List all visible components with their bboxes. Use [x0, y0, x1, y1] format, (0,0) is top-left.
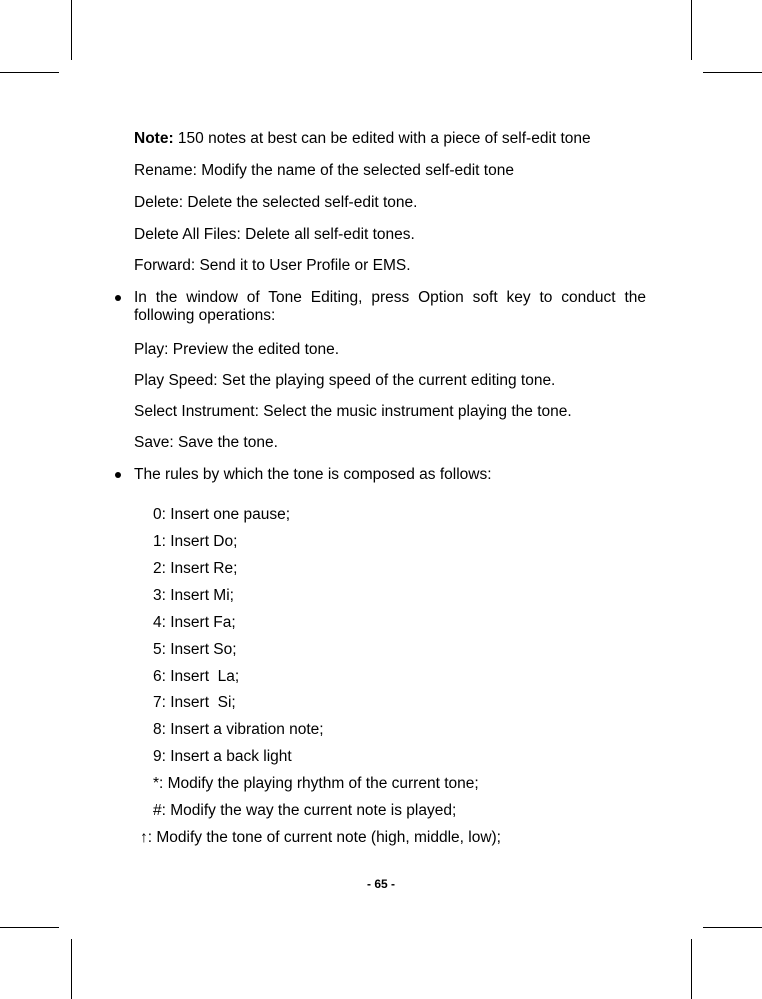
option-save: Save: Save the tone. [134, 434, 278, 451]
rule-item: 4: Insert Fa; [153, 614, 236, 631]
rule-item: 2: Insert Re; [153, 560, 238, 577]
rule-item: 9: Insert a back light [153, 748, 292, 765]
rule-item: 1: Insert Do; [153, 533, 238, 550]
crop-mark [71, 939, 72, 999]
option-forward: Forward: Send it to User Profile or EMS. [134, 257, 411, 274]
crop-mark [703, 72, 762, 73]
bullet-icon [115, 472, 121, 478]
rule-item: #: Modify the way the current note is played; [153, 802, 457, 819]
option-delete-all: Delete All Files: Delete all self-edit tones. [134, 226, 415, 243]
rule-item: 7: Insert Si; [153, 694, 236, 711]
bullet-text-tone-editing: In the window of Tone Editing, press Option soft key to conduct the following operations: [134, 289, 646, 324]
page-number: - 65 - [366, 877, 395, 891]
crop-mark [691, 0, 692, 60]
rule-item: 0: Insert one pause; [153, 506, 291, 523]
bullet-text-rules: The rules by which the tone is composed as follows: [134, 466, 492, 483]
option-play: Play: Preview the edited tone. [134, 341, 340, 358]
crop-mark [71, 0, 72, 60]
option-delete: Delete: Delete the selected self-edit tone. [134, 194, 418, 211]
rule-item: 5: Insert So; [153, 641, 237, 658]
rule-item: 8: Insert a vibration note; [153, 721, 324, 738]
rule-item: 6: Insert La; [153, 668, 240, 685]
option-select-instrument: Select Instrument: Select the music instrument playing the tone. [134, 403, 572, 420]
crop-mark [703, 927, 762, 928]
note-line [134, 129, 591, 149]
note-label: Note: [134, 130, 174, 147]
rule-item: ↑: Modify the tone of current note (high, middle, low); [140, 829, 501, 846]
bullet-icon [115, 295, 121, 301]
rule-item: *: Modify the playing rhythm of the current tone; [153, 775, 479, 792]
crop-mark [0, 72, 59, 73]
option-play-speed: Play Speed: Set the playing speed of the current editing tone. [134, 372, 556, 389]
crop-mark [0, 927, 59, 928]
option-rename: Rename: Modify the name of the selected self-edit tone [134, 162, 514, 179]
crop-mark [691, 939, 692, 999]
rule-item: 3: Insert Mi; [153, 587, 234, 604]
note-text: 150 notes at best can be edited with a piece of self-edit tone [173, 130, 591, 147]
